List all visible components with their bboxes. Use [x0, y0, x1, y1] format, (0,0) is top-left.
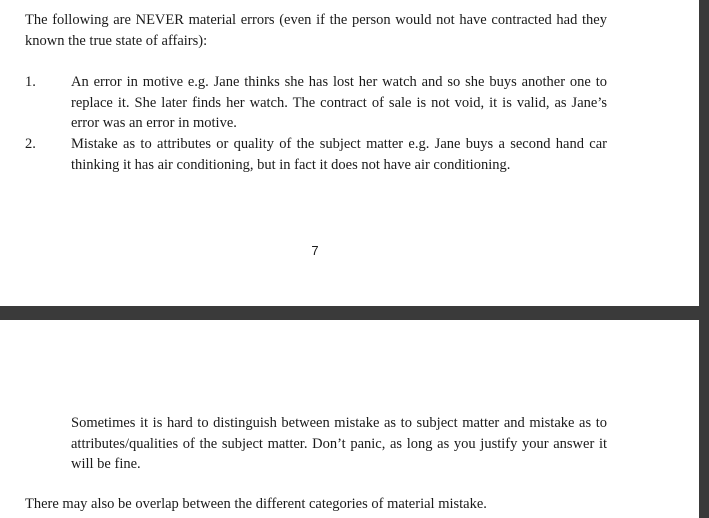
overlap-paragraph: There may also be overlap between the different categories of material mistake. — [25, 496, 487, 512]
list-item-text: An error in motive e.g. Jane thinks she has lost her watch and so she buys another one to replace it. She later finds her watch. The contract of sale is not void, it is valid, as Jane’s error was an error in motive. — [71, 74, 607, 131]
list-item-number: 1. — [25, 74, 36, 90]
note-paragraph: Sometimes it is hard to distinguish between mistake as to subject matter and mistake as to attributes/qualities of the subject matter. Don’t panic, as long as you justify your answer it will be fine. — [71, 415, 607, 472]
intro-paragraph: The following are NEVER material errors (even if the person would not have contracted had they known the true state of affairs): — [25, 12, 607, 49]
page-number: 7 — [311, 243, 319, 258]
list-item-number: 2. — [25, 136, 36, 152]
viewer-scroll-gutter[interactable] — [699, 0, 709, 518]
page-8 — [0, 320, 699, 518]
page-separator — [0, 306, 709, 320]
list-item-text: Mistake as to attributes or quality of the subject matter e.g. Jane buys a second hand car thinking it has air conditioning, but in fact it does not have air conditioning. — [71, 136, 607, 173]
